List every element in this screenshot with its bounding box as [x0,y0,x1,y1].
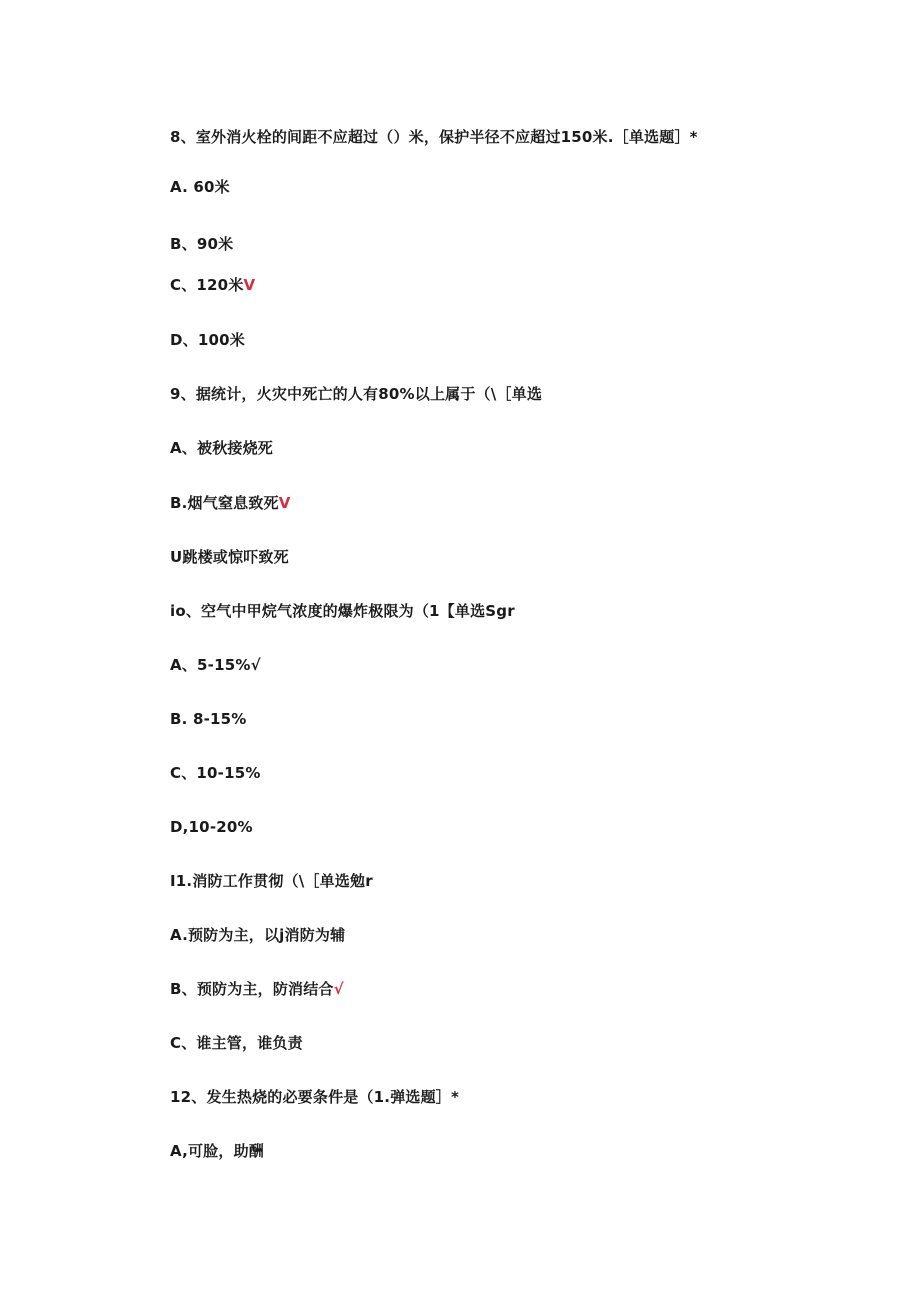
option-9b [170,493,291,513]
answer-check-mark: √ [333,980,344,998]
line-text: U跳楼或惊吓致死 [170,548,289,566]
line-text: B、90米 [170,235,234,253]
line-text: C、10-15% [170,764,261,782]
line-text: 12、发生热烧的必要条件是（1.弹选题］* [170,1088,460,1106]
option-11b [170,979,344,999]
option-9a [170,438,273,458]
question-8 [170,127,698,147]
option-10a [170,655,261,675]
question-11 [170,871,373,891]
answer-check-mark: V [243,276,256,294]
option-10b [170,709,247,729]
line-text: I1.消防工作贯彻（\［单选勉r [170,872,373,890]
line-text: B、预防为主，防消结合 [170,980,334,998]
line-text: A、5-15%√ [170,656,261,674]
option-9c [170,547,289,567]
option-11a [170,925,345,945]
question-9 [170,384,542,404]
question-12 [170,1087,459,1107]
line-text: D,10-20% [170,818,253,836]
line-text: A,可脸，助酬 [170,1142,264,1160]
line-text: B. 8-15% [170,710,247,728]
option-10c [170,763,261,783]
line-text: C、120米 [170,276,244,294]
question-10 [170,601,515,621]
option-12a [170,1141,264,1161]
option-8d [170,330,245,350]
line-text: B.烟气窒息致死 [170,494,279,512]
option-8b [170,234,233,254]
line-text: io、空气中甲烷气浓度的爆炸极限为（1【单选Sgr [170,602,515,620]
option-8a [170,177,230,197]
option-10d [170,817,253,837]
line-text: A. 60米 [170,178,230,196]
line-text: D、100米 [170,331,245,349]
option-8c [170,275,255,295]
line-text: C、谁主管，谁负责 [170,1034,303,1052]
answer-check-mark: V [278,494,291,512]
line-text: 9、据统计，火灾中死亡的人有80%以上属于（\［单选 [170,385,543,403]
line-text: A、被秋接烧死 [170,439,274,457]
line-text: 8、室外消火栓的间距不应超过（）米，保护半径不应超过150米.［单选题］* [170,128,698,146]
line-text: A.预防为主，以j消防为辅 [170,926,346,944]
option-11c [170,1033,303,1053]
